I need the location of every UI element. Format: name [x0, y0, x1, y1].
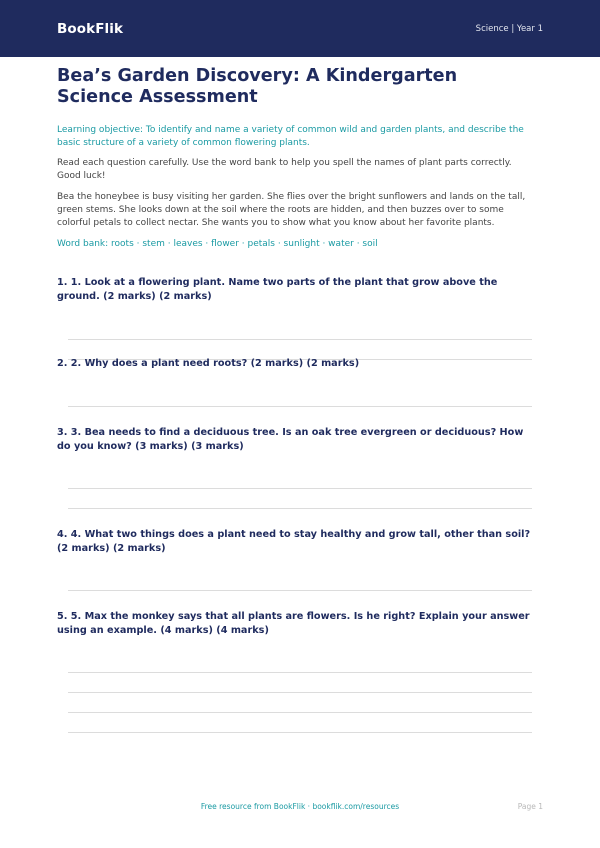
answer-line[interactable] — [68, 590, 532, 591]
learning-objective: Learning objective: To identify and name a variety of common wild and garden plants, and describe the basic structure of a variety of common flowering plants. — [57, 125, 524, 148]
instructions-text: Read each question carefully. Use the word bank to help you spell the names of plant parts correctly. Good luck! — [57, 158, 512, 181]
question-3 — [57, 426, 532, 454]
question-text: 5. 5. Max the monkey says that all plants are flowers. Is he right? Explain your answer using an example. (4 marks) (4 marks) — [57, 611, 530, 636]
page-number: Page 1 — [517, 802, 543, 811]
page-title: Bea’s Garden Discovery: A Kindergarten Science Assessment — [57, 66, 458, 107]
footer-link[interactable]: Free resource from BookFlik · bookflik.com/resources — [200, 802, 400, 811]
answer-line[interactable] — [68, 508, 532, 509]
subject-year-label: Science | Year 1 — [475, 23, 543, 34]
question-5 — [57, 610, 532, 638]
question-text: 1. 1. Look at a flowering plant. Name two parts of the plant that grow above the ground. (2 marks) (2 marks) — [57, 277, 498, 302]
worksheet-body — [57, 66, 532, 251]
answer-line[interactable] — [68, 692, 532, 693]
answer-line[interactable] — [68, 406, 532, 407]
question-2 — [57, 357, 532, 371]
question-text: 3. 3. Bea needs to find a deciduous tree. Is an oak tree evergreen or deciduous? How do you know? (3 marks) (3 marks) — [57, 427, 524, 452]
story-text: Bea the honeybee is busy visiting her garden. She flies over the bright sunflowers and lands on the tall, green stems. She looks down at the soil where the roots are hidden, and then buzzes over to some colorful petals to collect nectar. She wants you to show what you know about her favorite plants. — [57, 192, 526, 228]
page-header — [0, 0, 600, 57]
answer-line[interactable] — [68, 732, 532, 733]
question-text: 4. 4. What two things does a plant need to stay healthy and grow tall, other than soil? (2 marks) (2 marks) — [57, 529, 531, 554]
word-bank: Word bank: roots · stem · leaves · flower · petals · sunlight · water · soil — [57, 239, 378, 249]
question-4 — [57, 528, 532, 556]
brand-logo[interactable]: BookFlik — [57, 20, 124, 37]
answer-line[interactable] — [68, 672, 532, 673]
answer-line[interactable] — [68, 712, 532, 713]
question-text: 2. 2. Why does a plant need roots? (2 marks) (2 marks) — [57, 358, 360, 369]
question-1 — [57, 276, 532, 304]
answer-line[interactable] — [68, 488, 532, 489]
answer-line[interactable] — [68, 339, 532, 340]
